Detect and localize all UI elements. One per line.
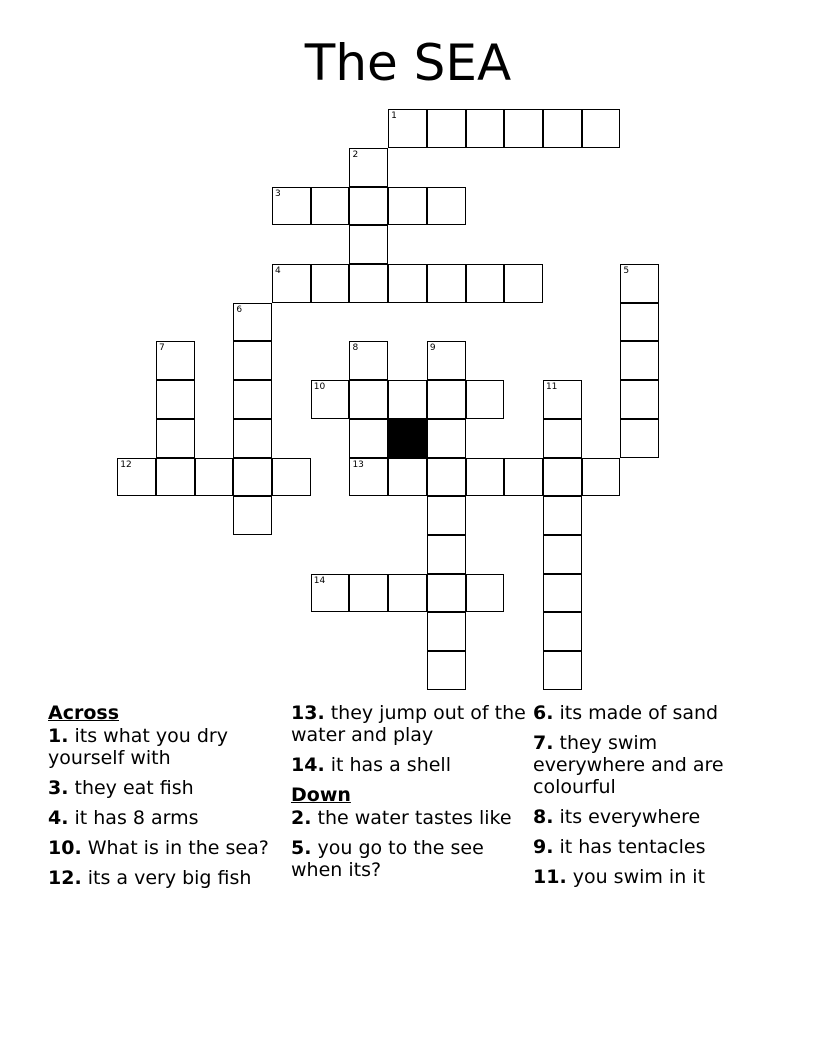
grid-cell[interactable] bbox=[504, 264, 543, 303]
clues-column-3 bbox=[533, 702, 773, 896]
grid-cell[interactable] bbox=[311, 187, 350, 226]
grid-cell[interactable] bbox=[427, 535, 466, 574]
clues-column-2 bbox=[291, 702, 531, 889]
grid-cell-6[interactable] bbox=[233, 303, 272, 342]
grid-cell[interactable] bbox=[349, 419, 388, 458]
clue-number: 6 bbox=[236, 304, 243, 315]
grid-cell[interactable] bbox=[156, 419, 195, 458]
grid-cell[interactable] bbox=[466, 458, 505, 497]
grid-cell[interactable] bbox=[349, 187, 388, 226]
grid-cell[interactable] bbox=[466, 264, 505, 303]
grid-cell[interactable] bbox=[195, 458, 234, 497]
grid-cell[interactable] bbox=[388, 264, 427, 303]
grid-cell[interactable] bbox=[427, 574, 466, 613]
clue-number: 7 bbox=[158, 343, 165, 354]
grid-cell[interactable] bbox=[582, 458, 621, 497]
grid-cell[interactable] bbox=[620, 303, 659, 342]
puzzle-title: The SEA bbox=[304, 34, 512, 92]
clue-down-11: 11. you swim in it bbox=[533, 866, 706, 888]
grid-cell[interactable] bbox=[466, 109, 505, 148]
grid-cell[interactable] bbox=[427, 109, 466, 148]
grid-cell-8[interactable] bbox=[349, 341, 388, 380]
clue-number: 1 bbox=[391, 111, 397, 122]
grid-cell-3[interactable] bbox=[272, 187, 311, 226]
clue-number: 3 bbox=[275, 188, 281, 199]
grid-cell[interactable] bbox=[311, 264, 350, 303]
clue-across-4: 4. it has 8 arms bbox=[48, 807, 199, 829]
grid-cell[interactable] bbox=[543, 574, 582, 613]
clue-number: 9 bbox=[429, 343, 436, 354]
clue-across-10: 10. What is in the sea? bbox=[48, 837, 269, 859]
grid-cell[interactable] bbox=[349, 264, 388, 303]
grid-cell[interactable] bbox=[388, 574, 427, 613]
grid-cell[interactable] bbox=[504, 109, 543, 148]
clue-number: 13 bbox=[352, 459, 364, 470]
clue-across-14: 14. it has a shell bbox=[291, 754, 451, 776]
clue-across-1: 1. its what you dry yourself with bbox=[48, 725, 228, 769]
clues-column-1 bbox=[48, 702, 288, 897]
grid-cell[interactable] bbox=[466, 574, 505, 613]
clue-number: 2 bbox=[352, 149, 359, 160]
grid-cell[interactable] bbox=[388, 187, 427, 226]
grid-cell[interactable] bbox=[233, 496, 272, 535]
grid-cell-12[interactable] bbox=[117, 458, 156, 497]
grid-cell[interactable] bbox=[156, 458, 195, 497]
grid-cell[interactable] bbox=[233, 419, 272, 458]
grid-block-cell bbox=[388, 419, 427, 458]
clue-down-5: 5. you go to the see when its? bbox=[291, 837, 484, 881]
grid-cell[interactable] bbox=[582, 109, 621, 148]
grid-cell[interactable] bbox=[543, 535, 582, 574]
grid-cell-11[interactable] bbox=[543, 380, 582, 419]
grid-cell[interactable] bbox=[349, 574, 388, 613]
grid-cell[interactable] bbox=[543, 109, 582, 148]
grid-cell[interactable] bbox=[427, 380, 466, 419]
clue-down-2: 2. the water tastes like bbox=[291, 807, 512, 829]
grid-cell-5[interactable] bbox=[620, 264, 659, 303]
grid-cell-9[interactable] bbox=[427, 341, 466, 380]
across-heading: Across bbox=[48, 702, 120, 724]
grid-cell-1[interactable] bbox=[388, 109, 427, 148]
grid-cell[interactable] bbox=[427, 612, 466, 651]
grid-cell-2[interactable] bbox=[349, 148, 388, 187]
grid-cell[interactable] bbox=[349, 225, 388, 264]
grid-cell[interactable] bbox=[620, 341, 659, 380]
down-heading: Down bbox=[291, 784, 351, 806]
grid-cell[interactable] bbox=[620, 380, 659, 419]
clue-down-7: 7. they swim everywhere and are colourful bbox=[533, 732, 724, 798]
clue-number: 8 bbox=[352, 343, 359, 354]
clue-number: 4 bbox=[275, 266, 281, 277]
grid-cell-14[interactable] bbox=[311, 574, 350, 613]
grid-cell-13[interactable] bbox=[349, 458, 388, 497]
grid-cell[interactable] bbox=[233, 380, 272, 419]
grid-cell[interactable] bbox=[427, 496, 466, 535]
clue-number: 14 bbox=[313, 575, 326, 586]
clue-across-3: 3. they eat fish bbox=[48, 777, 194, 799]
clue-number: 11 bbox=[545, 382, 558, 393]
grid-cell[interactable] bbox=[427, 651, 466, 690]
grid-cell[interactable] bbox=[427, 458, 466, 497]
clue-number: 12 bbox=[120, 459, 132, 470]
clue-down-6: 6. its made of sand bbox=[533, 702, 719, 724]
grid-cell[interactable] bbox=[156, 380, 195, 419]
grid-cell[interactable] bbox=[466, 380, 505, 419]
grid-cell[interactable] bbox=[388, 380, 427, 419]
grid-cell[interactable] bbox=[427, 187, 466, 226]
clue-number: 5 bbox=[623, 266, 630, 277]
grid-cell-10[interactable] bbox=[311, 380, 350, 419]
grid-cell[interactable] bbox=[620, 419, 659, 458]
grid-cell[interactable] bbox=[349, 380, 388, 419]
grid-cell[interactable] bbox=[427, 419, 466, 458]
grid-cell[interactable] bbox=[504, 458, 543, 497]
grid-cell[interactable] bbox=[543, 419, 582, 458]
clue-number: 10 bbox=[313, 382, 326, 393]
clue-down-9: 9. it has tentacles bbox=[533, 836, 706, 858]
clue-down-8: 8. its everywhere bbox=[533, 806, 701, 828]
grid-cell[interactable] bbox=[543, 651, 582, 690]
grid-cell[interactable] bbox=[543, 458, 582, 497]
grid-cell[interactable] bbox=[543, 496, 582, 535]
grid-cell-7[interactable] bbox=[156, 341, 195, 380]
grid-cell[interactable] bbox=[427, 264, 466, 303]
grid-cell[interactable] bbox=[233, 341, 272, 380]
grid-cell[interactable] bbox=[272, 458, 311, 497]
clue-across-12: 12. its a very big fish bbox=[48, 867, 252, 889]
grid-cell[interactable] bbox=[233, 458, 272, 497]
clue-across-13: 13. they jump out of the water and play bbox=[291, 702, 526, 746]
grid-cell-4[interactable] bbox=[272, 264, 311, 303]
grid-cell[interactable] bbox=[388, 458, 427, 497]
grid-cell[interactable] bbox=[543, 612, 582, 651]
